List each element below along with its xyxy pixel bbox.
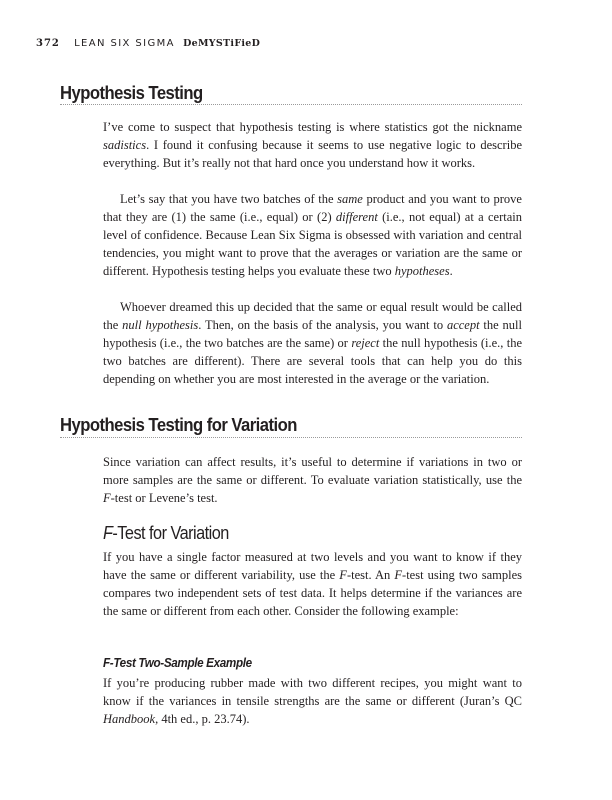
subsection-heading-ftest: F-Test for Variation (103, 522, 229, 543)
paragraph: If you’re producing rubber made with two different recipes, you might want to know if the variances in tensile strengths are the same or different (Juran’s QC Handbook, 4th ed., p. 23.74). (103, 676, 522, 726)
paragraph: I’ve come to suspect that hypothesis testing is where statistics got the nickname sadistics. I found it confusing because it seems to use negative logic to describe everything. But it’s really not that hard once you understand how it works. (103, 120, 522, 170)
paragraph: Whoever dreamed this up decided that the same or equal result would be called the null hypothesis. Then, on the basis of the analysis, you want to accept the null hypothesis (i.e., the two batches are the same) or reject the null hypothesis (i.e., the two batches are different). There are several tools that can help you do this depending on whether you are most interested in the average or the variation. (103, 300, 523, 386)
paragraph: Since variation can affect results, it’s useful to determine if variations in two or more samples are the same or different. To evaluate variation statistically, use the F-test or Levene’s test. (103, 455, 522, 505)
book-series-title: LEAN SIX SIGMA (74, 38, 175, 49)
section-heading-variation: Hypothesis Testing for Variation (60, 414, 297, 435)
running-head (36, 38, 260, 49)
paragraph: Let’s say that you have two batches of the same product and you want to prove that they are (1) the same (i.e., equal) or (2) different (i.e., not equal) at a certain level of confidence. Because Lean Six Sigma is obsessed with variation and central tendencies, you might want to prove that the averages or variation are the same or different. Hypothesis testing helps you evaluate these two hypotheses. (103, 192, 522, 278)
section-heading-hypothesis-testing: Hypothesis Testing (60, 82, 203, 103)
paragraph: If you have a single factor measured at two levels and you want to know if they have the same or different variability, use the F-test. An F-test using two samples compares two independent sets of test data. It helps determine if the variances are the same or different from each other. Consider the following example: (103, 550, 523, 618)
heading-rule (60, 437, 522, 438)
book-brand: DeMYSTiFieD (183, 38, 261, 49)
page-number: 372 (36, 38, 60, 49)
heading-rule (60, 104, 522, 105)
example-heading: F-Test Two-Sample Example (103, 655, 252, 670)
